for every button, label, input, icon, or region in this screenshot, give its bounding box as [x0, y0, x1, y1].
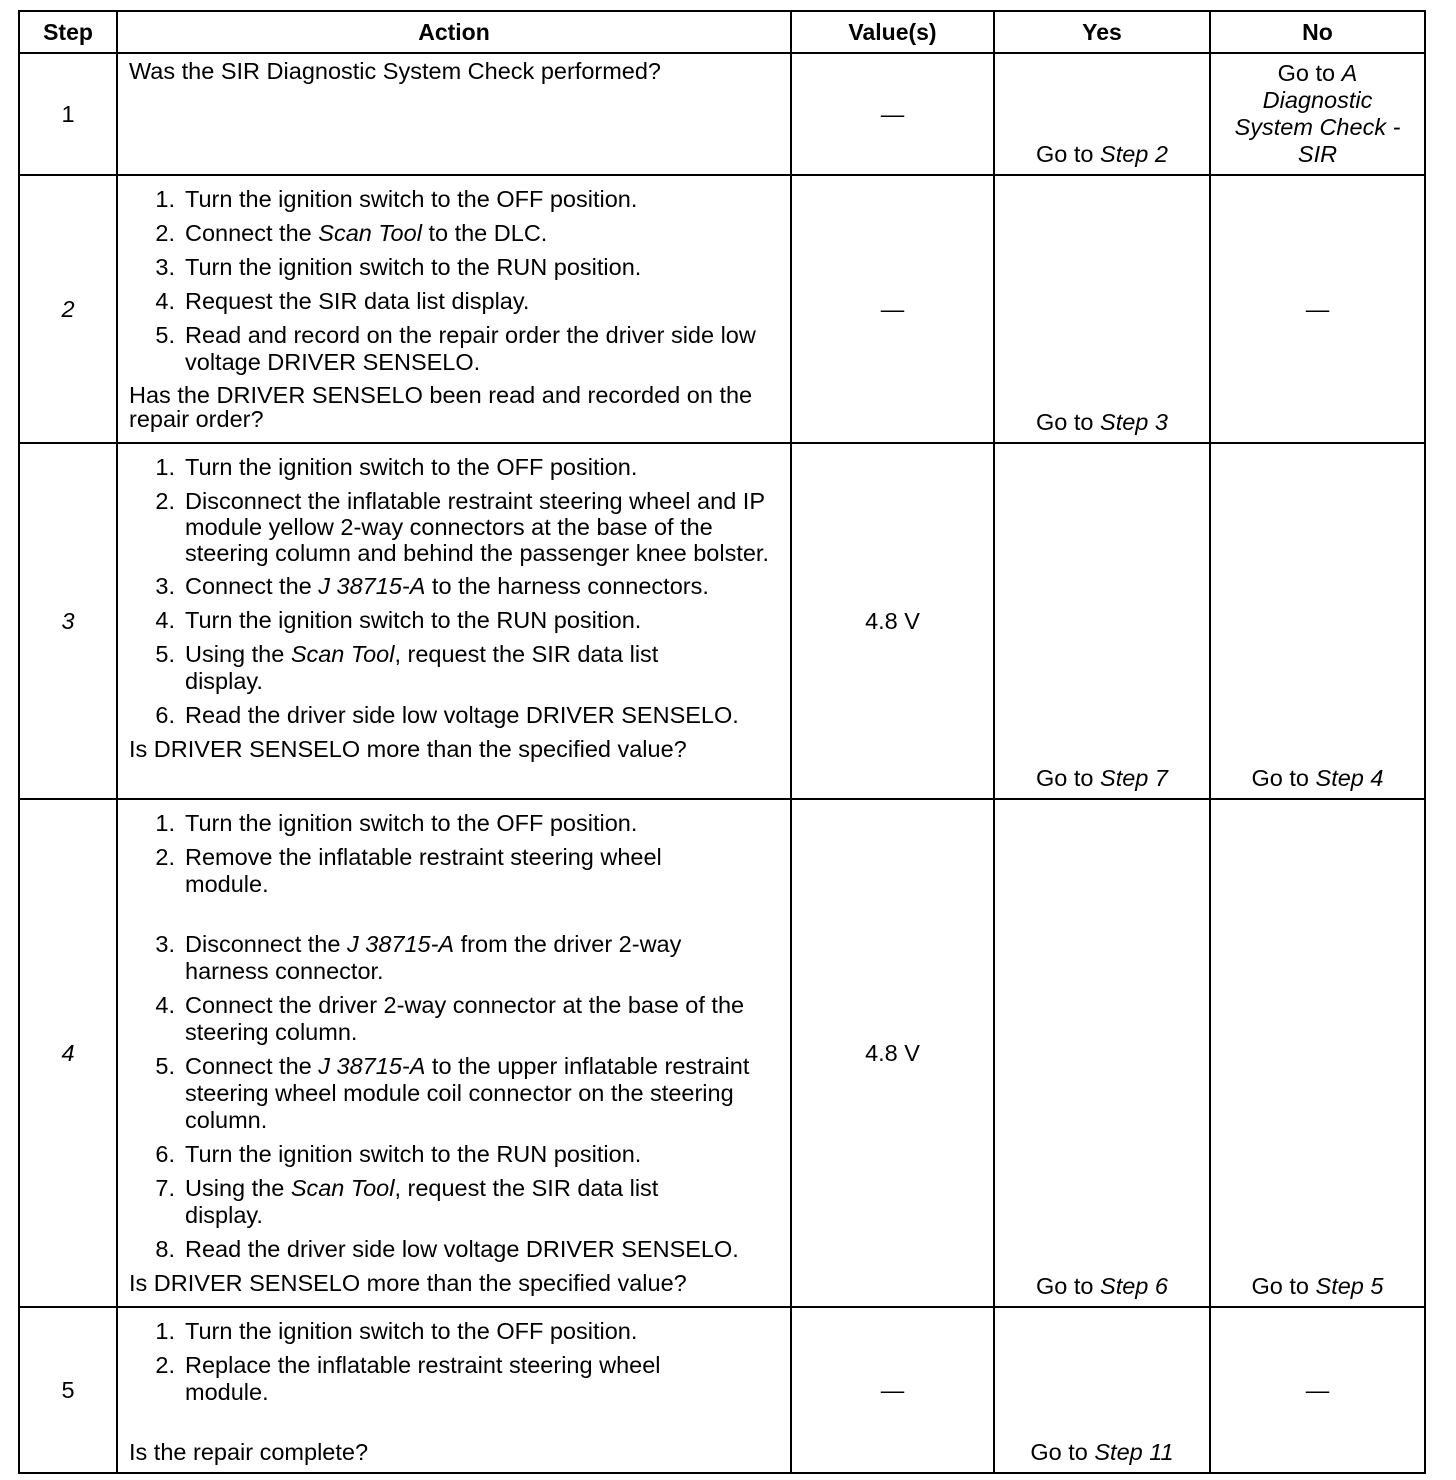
yes-cell	[994, 443, 1210, 799]
action-question: Has the DRIVER SENSELO been read and recorded on the repair order?	[129, 382, 753, 432]
yes-step-link[interactable]: Step 11	[1094, 1439, 1174, 1465]
header-row	[19, 11, 1425, 53]
list-item: 6. Turn the ignition switch to the RUN position.	[155, 1141, 642, 1167]
list-item: 1. Turn the ignition switch to the OFF position.	[155, 810, 638, 836]
action-question: Is DRIVER SENSELO more than the specified value?	[129, 1270, 687, 1296]
list-item: 1. Turn the ignition switch to the OFF position.	[155, 186, 638, 212]
action-cell	[117, 1307, 791, 1473]
step-number: 4	[19, 799, 117, 1307]
table-row-step-3	[19, 443, 1425, 799]
tool-name: J 38715-A	[346, 931, 455, 957]
yes-step-link[interactable]: Step 6	[1100, 1273, 1168, 1299]
list-item: 8. Read the driver side low voltage DRIVER SENSELO.	[155, 1236, 739, 1262]
list-item: 4. Request the SIR data list display.	[155, 288, 530, 314]
action-steps-list	[129, 810, 784, 1263]
step-number: 3	[19, 443, 117, 799]
list-item: 2. Replace the inflatable restraint steering wheel module.	[155, 1352, 661, 1405]
action-cell	[117, 53, 791, 175]
no-cell	[1210, 799, 1425, 1307]
action-steps-list	[129, 186, 784, 376]
no-prefix: Go to	[1277, 60, 1342, 86]
yes-prefix: Go to	[1036, 1273, 1101, 1299]
no-cell	[1210, 443, 1425, 799]
table-row-step-4	[19, 799, 1425, 1307]
yes-prefix: Go to	[1036, 141, 1101, 167]
yes-prefix: Go to	[1036, 765, 1101, 791]
action-cell	[117, 175, 791, 443]
yes-step-link[interactable]: Step 7	[1100, 765, 1168, 791]
yes-cell	[994, 799, 1210, 1307]
no-prefix: Go to	[1251, 765, 1316, 791]
header-yes: Yes	[994, 11, 1210, 53]
diagnostic-table-container	[18, 10, 1424, 1474]
value-cell: 4.8 V	[791, 799, 994, 1307]
list-item: 1. Turn the ignition switch to the OFF position.	[155, 454, 638, 480]
yes-prefix: Go to	[1030, 1439, 1095, 1465]
step-number: 5	[19, 1307, 117, 1473]
no-cell: —	[1210, 175, 1425, 443]
step-number: 2	[19, 175, 117, 443]
list-item: 2. Connect the Scan Tool to the DLC.	[155, 220, 548, 246]
action-steps-list	[129, 454, 784, 729]
no-step-link[interactable]: Step 5	[1315, 1273, 1384, 1299]
value-cell: —	[791, 175, 994, 443]
yes-cell	[994, 175, 1210, 443]
list-item: 5. Read and record on the repair order the driver side low voltage DRIVER SENSELO.	[155, 322, 756, 375]
value-cell: —	[791, 53, 994, 175]
list-item: 3. Disconnect the J 38715-A from the driver 2-way harness connector.	[155, 931, 682, 984]
no-cell	[1210, 53, 1425, 175]
action-cell	[117, 799, 791, 1307]
no-cell: —	[1210, 1307, 1425, 1473]
no-step-link[interactable]: A Diagnostic System Check - SIR	[1234, 60, 1401, 167]
list-item: 6. Read the driver side low voltage DRIVER SENSELO.	[155, 702, 739, 728]
action-question: Is DRIVER SENSELO more than the specified value?	[129, 736, 687, 762]
list-item: 3. Turn the ignition switch to the RUN position.	[155, 254, 642, 280]
list-item: 2. Remove the inflatable restraint steering wheel module.	[155, 844, 662, 897]
table-row-step-2	[19, 175, 1425, 443]
action-cell	[117, 443, 791, 799]
list-item: 3. Connect the J 38715-A to the harness connectors.	[155, 573, 709, 599]
diagnostic-table	[18, 10, 1426, 1474]
table-row-step-5	[19, 1307, 1425, 1473]
value-cell: —	[791, 1307, 994, 1473]
tool-name: J 38715-A	[318, 573, 426, 599]
step-number: 1	[19, 53, 117, 175]
yes-step-link[interactable]: Step 2	[1100, 141, 1168, 167]
value-cell: 4.8 V	[791, 443, 994, 799]
list-item: 4. Connect the driver 2-way connector at the base of the steering column.	[155, 992, 745, 1045]
list-item: 4. Turn the ignition switch to the RUN position.	[155, 607, 642, 633]
tool-name: J 38715-A	[318, 1053, 426, 1079]
no-prefix: Go to	[1251, 1273, 1316, 1299]
list-item: 7. Using the Scan Tool, request the SIR data list display.	[155, 1175, 659, 1228]
table-row-step-1	[19, 53, 1425, 175]
yes-cell	[994, 53, 1210, 175]
header-values: Value(s)	[791, 11, 994, 53]
list-item: 1. Turn the ignition switch to the OFF position.	[155, 1318, 638, 1344]
yes-step-link[interactable]: Step 3	[1100, 409, 1168, 435]
action-question: Is the repair complete?	[129, 1439, 369, 1465]
action-steps-list	[129, 1318, 784, 1406]
list-item: 2. Disconnect the inflatable restraint steering wheel and IP module yellow 2-way connectors at the base of the steering column and behind the passenger knee bolster.	[155, 488, 769, 566]
list-item: 5. Using the Scan Tool, request the SIR data list display.	[155, 641, 659, 694]
tool-name: Scan Tool	[290, 1175, 395, 1201]
header-action: Action	[117, 11, 791, 53]
header-no: No	[1210, 11, 1425, 53]
no-step-link[interactable]: Step 4	[1315, 765, 1384, 791]
tool-name: Scan Tool	[290, 641, 395, 667]
yes-cell	[994, 1307, 1210, 1473]
header-step: Step	[19, 11, 117, 53]
tool-name: Scan Tool	[318, 220, 422, 246]
list-item: 5. Connect the J 38715-A to the upper inflatable restraint steering wheel module coil connector on the steering column.	[155, 1053, 750, 1133]
action-question: Was the SIR Diagnostic System Check performed?	[129, 58, 661, 84]
yes-prefix: Go to	[1036, 409, 1101, 435]
